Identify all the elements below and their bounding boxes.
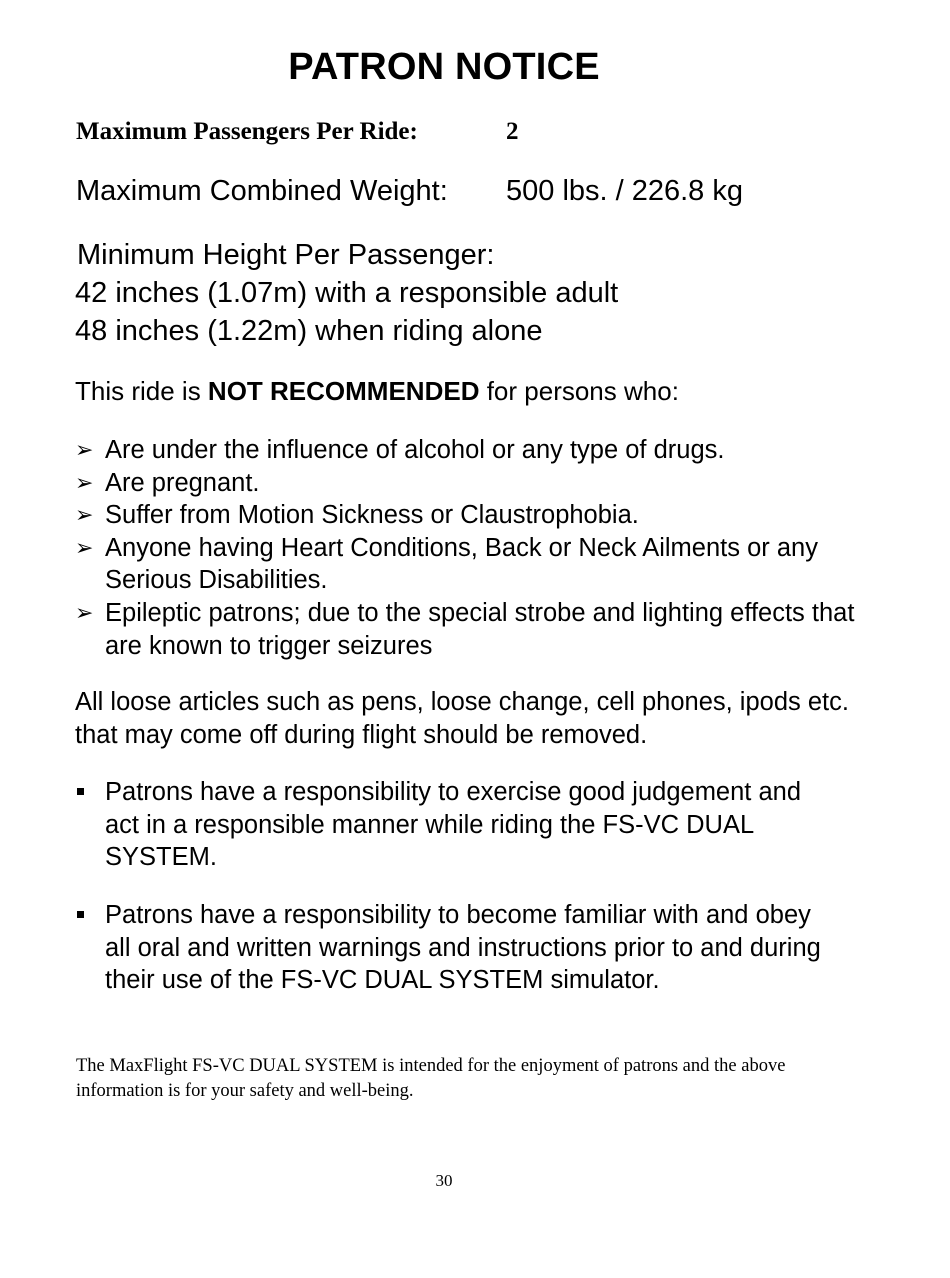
responsibility-list	[75, 776, 835, 874]
max-passengers-value: 2	[506, 118, 519, 145]
footer-note: The MaxFlight FS-VC DUAL SYSTEM is intended for the enjoyment of patrons and the above information is for your safety and well-being.	[76, 1056, 786, 1101]
arrow-bullet-icon: ➢	[75, 599, 94, 625]
max-passengers-label: Maximum Passengers Per Ride:	[76, 118, 418, 145]
max-weight-value: 500 lbs. / 226.8 kg	[506, 175, 743, 207]
page-number: 30	[435, 1171, 453, 1190]
page-title: PATRON NOTICE	[288, 46, 600, 88]
min-height-label: Minimum Height Per Passenger:	[77, 239, 495, 271]
min-height-line: 42 inches (1.07m) with a responsible adult	[75, 277, 619, 309]
warning-text: Epileptic patrons; due to the special strobe and lighting effects that are known to trigger seizures	[105, 598, 855, 660]
not-recommended-prefix: This ride is	[75, 376, 208, 406]
not-recommended-intro	[75, 374, 679, 408]
responsibility-list	[75, 899, 835, 997]
not-recommended-emphasis: NOT RECOMMENDED	[207, 376, 480, 406]
arrow-bullet-icon: ➢	[75, 469, 94, 495]
max-weight-row	[76, 172, 743, 210]
warning-item	[75, 532, 855, 597]
warning-item	[75, 434, 855, 467]
responsibility-text: Patrons have a responsibility to exercise good judgement and act in a responsible manner while riding the FS-VC DUAL SYSTEM.	[105, 778, 802, 872]
square-bullet-icon	[77, 911, 84, 918]
warning-list	[75, 434, 855, 662]
warning-text: Are under the influence of alcohol or any type of drugs.	[105, 436, 725, 464]
warning-item	[75, 597, 855, 662]
min-height-line: 48 inches (1.22m) when riding alone	[75, 315, 543, 347]
warning-item	[75, 467, 855, 500]
responsibility-item	[75, 899, 835, 997]
warning-text: Anyone having Heart Conditions, Back or Neck Ailments or any Serious Disabilities.	[105, 533, 818, 595]
max-weight-label: Maximum Combined Weight:	[76, 175, 448, 207]
max-passengers-row	[76, 116, 519, 148]
warning-item	[75, 499, 855, 532]
loose-articles-paragraph: All loose articles such as pens, loose change, cell phones, ipods etc. that may come off during flight should be removed.	[75, 688, 849, 749]
not-recommended-suffix: for persons who:	[479, 376, 679, 406]
arrow-bullet-icon: ➢	[75, 534, 94, 560]
responsibility-text: Patrons have a responsibility to become familiar with and obey all oral and written warnings and instructions prior to and during their use of the FS-VC DUAL SYSTEM simulator.	[105, 901, 821, 995]
arrow-bullet-icon: ➢	[75, 502, 94, 528]
min-height-block	[75, 236, 618, 350]
warning-text: Are pregnant.	[105, 468, 260, 497]
warning-text: Suffer from Motion Sickness or Claustrophobia.	[105, 501, 639, 530]
square-bullet-icon	[77, 788, 84, 795]
arrow-bullet-icon: ➢	[75, 437, 94, 462]
responsibility-item	[75, 776, 835, 874]
